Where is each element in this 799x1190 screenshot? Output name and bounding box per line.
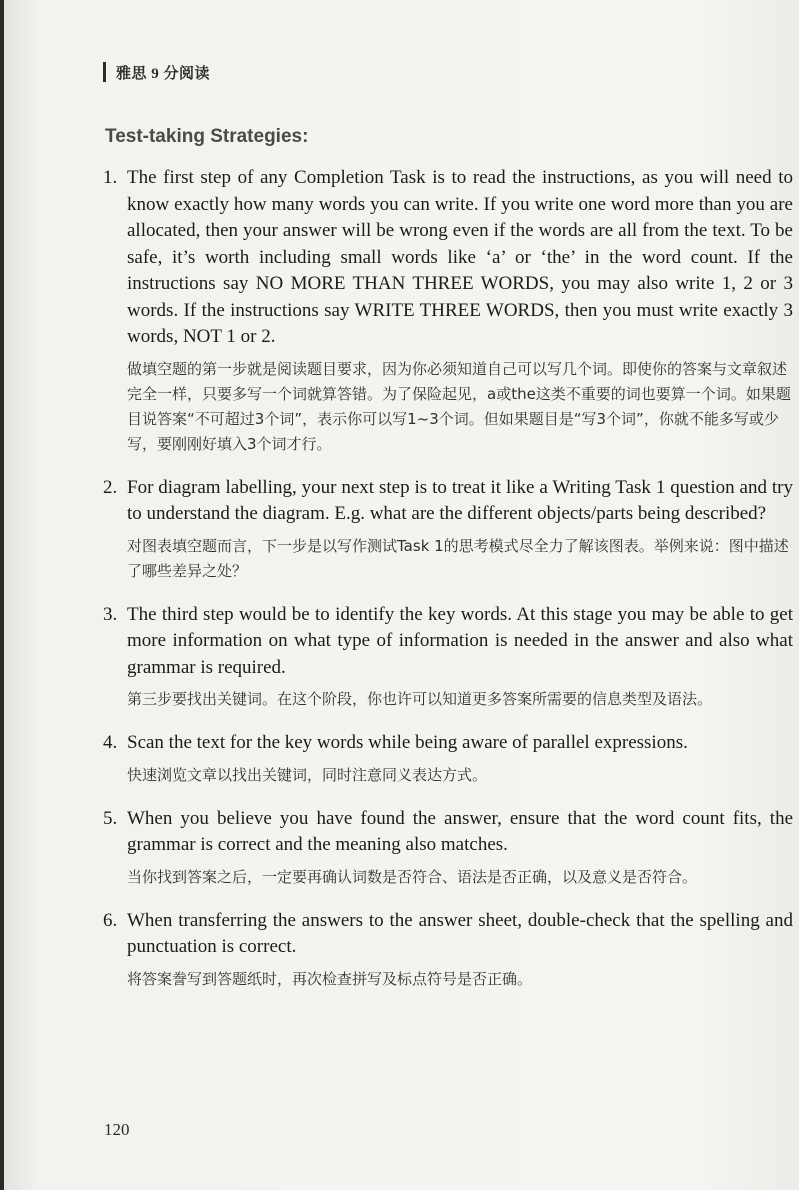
item-translation: 当你找到答案之后，一定要再确认词数是否符合、语法是否正确，以及意义是否符合。 [127, 867, 698, 886]
strategy-list [103, 165, 793, 1010]
item-translation: 做填空题的第一步就是阅读题目要求，因为你必须知道自己可以写几个词。即使你的答案与文章叙述完全一样，只要多写一个词就算答错。为了保险起见，a或the这类不重要的词也要算一个词。如果题目说答案“不可超过3个词”，表示你可以写1~3个词。但如果题目是“写3个词”，你就不能多写或少写，要刚刚好填入3个词才行。 [127, 359, 791, 453]
item-text: The first step of any Completion Task is to read the instructions, as you will need to know exactly how many words you can write. If you write one word more than you are allocated, then your answer will be wrong even if the words are all from the text. To be safe, it’s worth including small words like ‘a’ or ‘the’ in the word count. If the instructions say NO MORE THAN THREE WORDS, you may also write 1, 2 or 3 words. If the instructions say WRITE THREE WORDS, then you must write exactly 3 words, NOT 1 or 2. [127, 167, 793, 347]
item-number: 2. [103, 476, 118, 498]
strategy-item-5 [103, 806, 793, 890]
item-text: For diagram labelling, your next step is to treat it like a Writing Task 1 question and try to understand the diagram. E.g. what are the different objects/parts being described? [127, 476, 793, 524]
page-edge [0, 0, 4, 1190]
item-translation: 第三步要找出关键词。在这个阶段，你也许可以知道更多答案所需要的信息类型及语法。 [127, 690, 713, 708]
strategy-item-2 [103, 475, 793, 584]
item-translation: 对图表填空题而言，下一步是以写作测试Task 1的思考模式尽全力了解该图表。举例来说：图中描述了哪些差异之处？ [127, 536, 789, 580]
header-title: 雅思 9 分阅读 [116, 65, 211, 82]
running-header [103, 58, 210, 86]
item-text: When transferring the answers to the answer sheet, double-check that the spelling and punctuation is correct. [127, 909, 793, 957]
item-translation: 快速浏览文章以找出关键词，同时注意同义表达方式。 [127, 765, 488, 784]
strategy-item-3 [103, 602, 793, 713]
section-heading: Test-taking Strategies: [105, 126, 309, 147]
item-text: When you believe you have found the answer, ensure that the word count fits, the grammar is correct and the meaning also matches. [127, 807, 793, 855]
strategy-item-1 [103, 165, 793, 457]
item-number: 6. [103, 909, 118, 931]
strategy-item-4 [103, 730, 793, 788]
item-number: 5. [103, 807, 118, 829]
item-text: The third step would be to identify the key words. At this stage you may be able to get more information on what type of information is needed in the answer and also what grammar is required. [127, 603, 793, 678]
item-translation: 将答案誊写到答题纸时，再次检查拼写及标点符号是否正确。 [127, 969, 533, 988]
item-number: 4. [103, 732, 118, 753]
item-text: Scan the text for the key words while being aware of parallel expressions. [127, 732, 688, 753]
page-number: 120 [104, 1120, 130, 1139]
strategy-item-6 [103, 908, 793, 992]
item-number: 1. [103, 167, 118, 188]
header-bar [103, 62, 106, 82]
item-number: 3. [103, 603, 118, 625]
